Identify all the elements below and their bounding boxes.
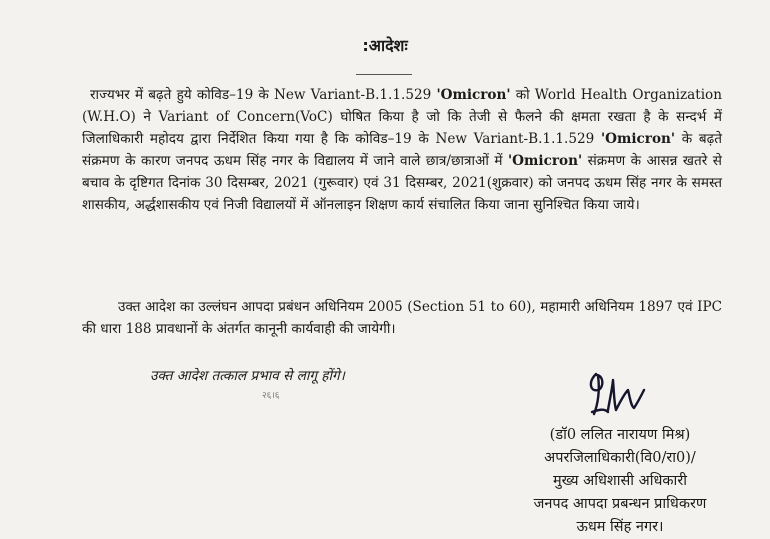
para1-text-1: राज्यभर में बढ़ते हुये कोविड–19 के New Variant-B.1.1.529 <box>90 87 437 103</box>
signatory-name: (डॉ0 ललित नारायण मिश्र) <box>549 427 691 443</box>
title-underline <box>356 74 412 75</box>
order-paragraph-1 <box>82 84 722 216</box>
omicron-term-1: 'Omicron' <box>436 87 511 103</box>
signatory-block <box>470 424 770 539</box>
signature <box>582 368 697 420</box>
para1-text-2: को World Health Organization (W.H.O) ने Variant of Concern(VoC) घोषित किया है जो कि तेजी से फैलने की क्षमता रखता है के सन्दर्भ में जिलाधिकारी महोदय द्वारा निर्देशित किया गया है कि कोविड–19 के New Variant-B.1.1.529 <box>82 87 722 147</box>
order-paragraph-3: उक्त आदेश तत्काल प्रभाव से लागू होंगे। <box>150 368 345 384</box>
signatory-designation-1: अपरजिलाधिकारी(वि0/रा0)/ <box>544 450 696 466</box>
signatory-authority: जनपद आपदा प्रबन्धन प्राधिकरण <box>533 496 707 512</box>
omicron-term-2: 'Omicron' <box>600 131 676 147</box>
order-title: :आदेशः <box>362 36 408 55</box>
handwritten-mark: २६।६ <box>262 391 280 401</box>
para1-text-4: संक्रमण के आसन्न खतरे से बचाव के दृष्टिगत दिनांक 30 दिसम्बर, 2021 (गुरूवार) एवं 31 दिसम्बर, 2021(शुक्रवार) को जनपद ऊधम सिंह नगर के समस्त शासकीय, अर्द्धशासकीय एवं निजी विद्यालयों में ऑनलाइन शिक्षण कार्य संचालित किया जाना सुनिश्चित किया जाये। <box>82 153 722 213</box>
para1-text-3: के बढ़ते संक्रमण के कारण जनपद ऊधम सिंह नगर के विद्यालय में जाने वाले छात्र/छात्राओं में <box>82 131 722 169</box>
omicron-term-3: 'Omicron' <box>508 153 583 169</box>
signatory-district: ऊधम सिंह नगर। <box>576 519 664 535</box>
signatory-designation-2: मुख्य अधिशासी अधिकारी <box>552 473 688 489</box>
order-paragraph-2: उक्त आदेश का उल्लंघन आपदा प्रबंधन अधिनियम 2005 (Section 51 to 60), महामारी अधिनियम 1897 एवं IPC की धारा 188 प्रावधानों के अंतर्गत कानूनी कार्यवाही की जायेगी। <box>82 299 722 337</box>
